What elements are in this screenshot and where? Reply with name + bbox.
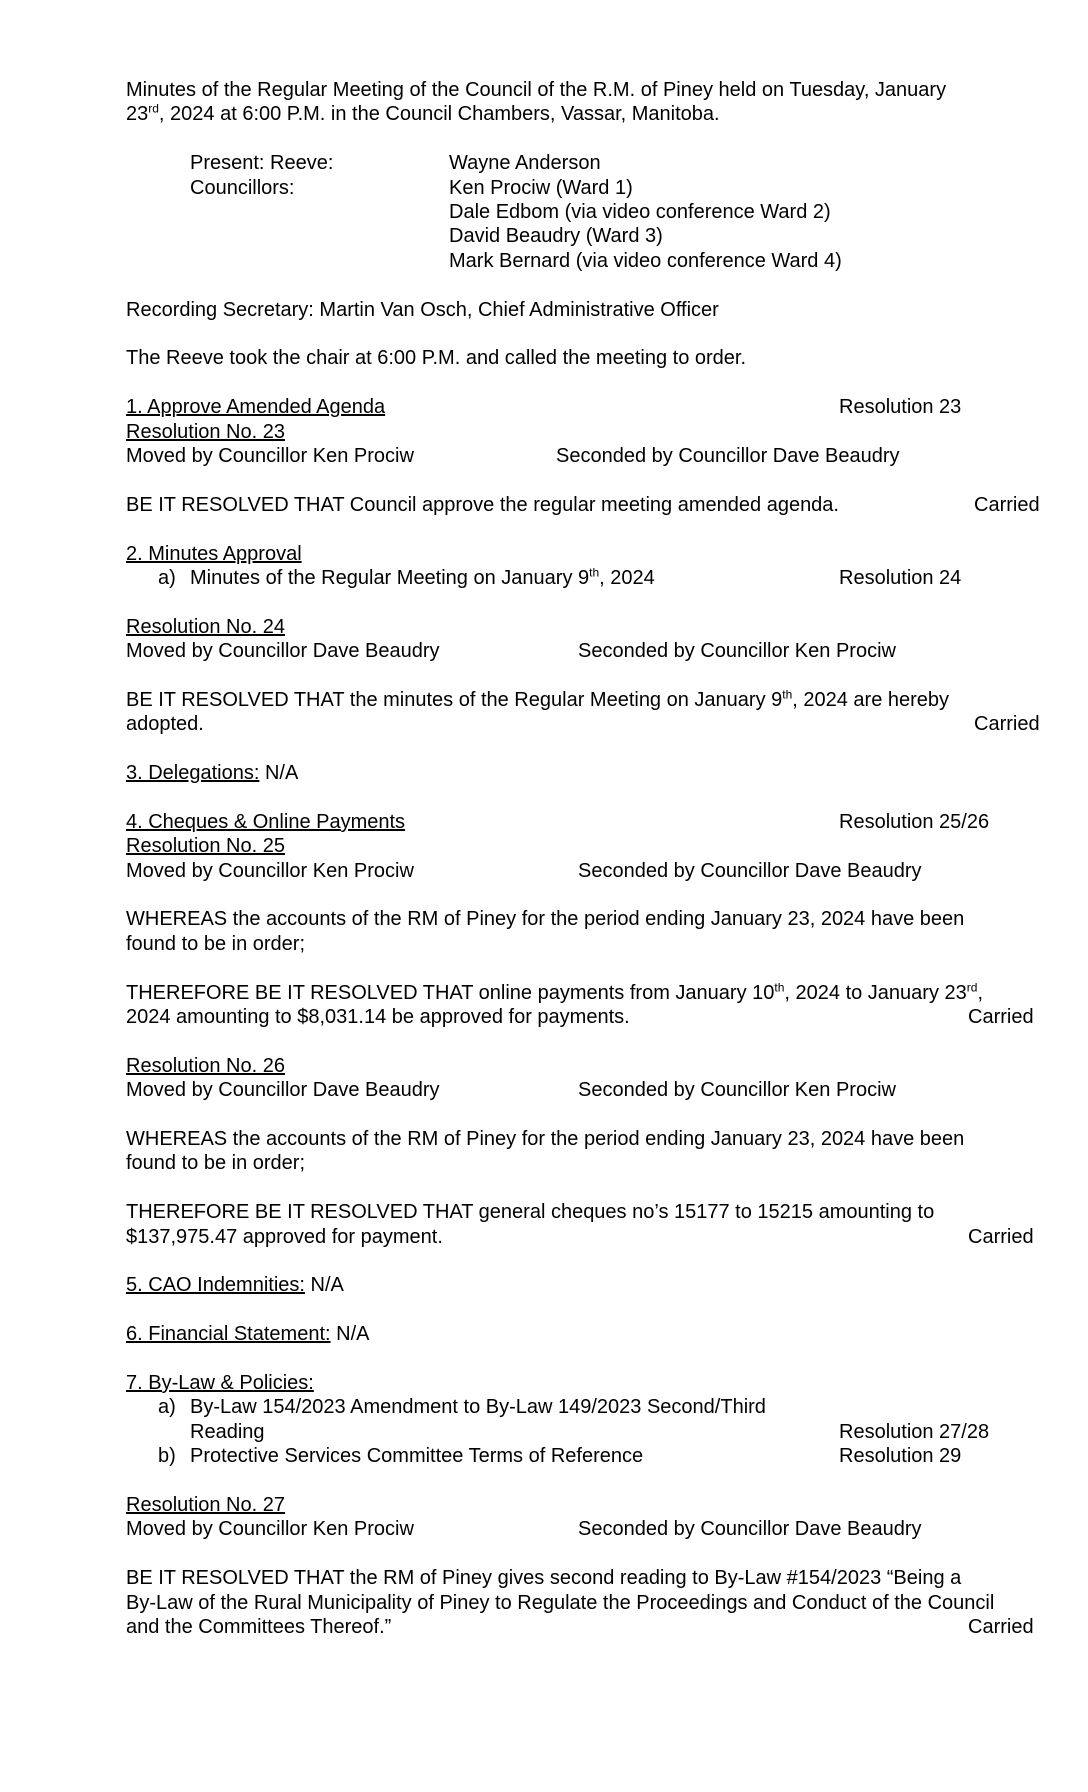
resolution-ref: Resolution 23 <box>839 396 962 419</box>
resolution-text: By-Law of the Rural Municipality of Piney to Regulate the Proceedings and Conduct of the Council <box>126 1591 995 1614</box>
attendance-block <box>126 151 1042 273</box>
resolution-text: BE IT RESOLVED THAT the minutes of the Regular Meeting on January 9th, 2024 are hereby <box>126 687 950 711</box>
resolution-ref: Resolution 25/26 <box>839 810 990 833</box>
section-heading: 4. Cheques & Online Payments <box>126 810 406 833</box>
section-5: 5. CAO Indemnities: N/A <box>126 1274 344 1297</box>
carried-status: Carried <box>968 1006 1034 1029</box>
therefore-text: $137,975.47 approved for payment. <box>126 1225 443 1248</box>
whereas-text: WHEREAS the accounts of the RM of Piney for the period ending January 23, 2024 have been <box>126 908 965 931</box>
list-marker: b) <box>158 1445 176 1468</box>
therefore-text: 2024 amounting to $8,031.14 be approved for payments. <box>126 1006 630 1029</box>
section-3: 3. Delegations: N/A <box>126 762 299 785</box>
seconded-by: Seconded by Councillor Ken Prociw <box>578 640 896 663</box>
moved-by: Moved by Councillor Ken Prociw <box>126 1518 414 1541</box>
section-heading: 7. By-Law & Policies: <box>126 1372 314 1395</box>
recording-secretary: Recording Secretary: Martin Van Osch, Chief Administrative Officer <box>126 298 719 321</box>
moved-by: Moved by Councillor Dave Beaudry <box>126 1079 440 1102</box>
whereas-text: found to be in order; <box>126 1152 306 1175</box>
section-6: 6. Financial Statement: N/A <box>126 1323 370 1346</box>
carried-status: Carried <box>968 1225 1034 1248</box>
councillor-item: Mark Bernard (via video conference Ward 4) <box>449 249 842 272</box>
list-item: By-Law 154/2023 Amendment to By-Law 149/2023 Second/Third <box>190 1396 766 1419</box>
resolution-text: BE IT RESOLVED THAT Council approve the regular meeting amended agenda. <box>126 493 839 516</box>
reeve-label: Present: Reeve: <box>190 152 334 175</box>
section-heading: 5. CAO Indemnities: <box>126 1274 305 1297</box>
list-item: Protective Services Committee Terms of Reference <box>190 1445 644 1468</box>
therefore-text: THEREFORE BE IT RESOLVED THAT general cheques no’s 15177 to 15215 amounting to <box>126 1201 935 1224</box>
councillors-label: Councillors: <box>190 176 295 199</box>
reeve-name: Wayne Anderson <box>449 152 601 175</box>
resolution-text: BE IT RESOLVED THAT the RM of Piney gives second reading to By-Law #154/2023 “Being a <box>126 1567 962 1590</box>
councillor-item: David Beaudry (Ward 3) <box>449 225 663 248</box>
section-heading: 3. Delegations: <box>126 762 260 785</box>
therefore-text: THEREFORE BE IT RESOLVED THAT online payments from January 10th, 2024 to January 23rd, <box>126 980 983 1004</box>
carried-status: Carried <box>974 713 1040 736</box>
councillor-item: Ken Prociw (Ward 1) <box>449 176 633 199</box>
section-heading: 2. Minutes Approval <box>126 542 302 565</box>
resolution-label: Resolution No. 23 <box>126 420 285 443</box>
list-marker: a) <box>158 566 176 589</box>
minutes-document <box>126 78 1042 1639</box>
resolution-label: Resolution No. 25 <box>126 835 285 858</box>
carried-status: Carried <box>974 493 1040 516</box>
section-heading: 6. Financial Statement: <box>126 1323 331 1346</box>
resolution-ref: Resolution 27/28 <box>839 1420 990 1443</box>
whereas-text: WHEREAS the accounts of the RM of Piney for the period ending January 23, 2024 have been <box>126 1128 965 1151</box>
resolution-text: and the Committees Thereof.” <box>126 1616 392 1639</box>
seconded-by: Seconded by Councillor Ken Prociw <box>578 1079 896 1102</box>
opening-statement: The Reeve took the chair at 6:00 P.M. and called the meeting to order. <box>126 347 747 370</box>
moved-by: Moved by Councillor Ken Prociw <box>126 444 414 467</box>
resolution-ref: Resolution 24 <box>839 566 962 589</box>
carried-status: Carried <box>968 1616 1034 1639</box>
moved-by: Moved by Councillor Ken Prociw <box>126 859 414 882</box>
resolution-label: Resolution No. 24 <box>126 615 285 638</box>
councillor-item: Dale Edbom (via video conference Ward 2) <box>449 201 831 223</box>
seconded-by: Seconded by Councillor Dave Beaudry <box>578 859 922 882</box>
moved-by: Moved by Councillor Dave Beaudry <box>126 640 440 663</box>
seconded-by: Seconded by Councillor Dave Beaudry <box>578 1518 922 1541</box>
section-heading: 1. Approve Amended Agenda <box>126 396 386 419</box>
resolution-label: Resolution No. 26 <box>126 1054 285 1077</box>
list-item: Minutes of the Regular Meeting on January 9th, 2024 <box>190 565 655 589</box>
whereas-text: found to be in order; <box>126 932 306 955</box>
list-marker: a) <box>158 1396 176 1419</box>
seconded-by: Seconded by Councillor Dave Beaudry <box>556 444 900 467</box>
intro-line-2: 23rd, 2024 at 6:00 P.M. in the Council Chambers, Vassar, Manitoba. <box>126 101 720 126</box>
resolution-ref: Resolution 29 <box>839 1445 962 1468</box>
resolution-text: adopted. <box>126 713 204 736</box>
list-item: Reading <box>190 1420 265 1443</box>
intro-line-1: Minutes of the Regular Meeting of the Council of the R.M. of Piney held on Tuesday, January <box>126 79 947 101</box>
resolution-label: Resolution No. 27 <box>126 1494 285 1517</box>
